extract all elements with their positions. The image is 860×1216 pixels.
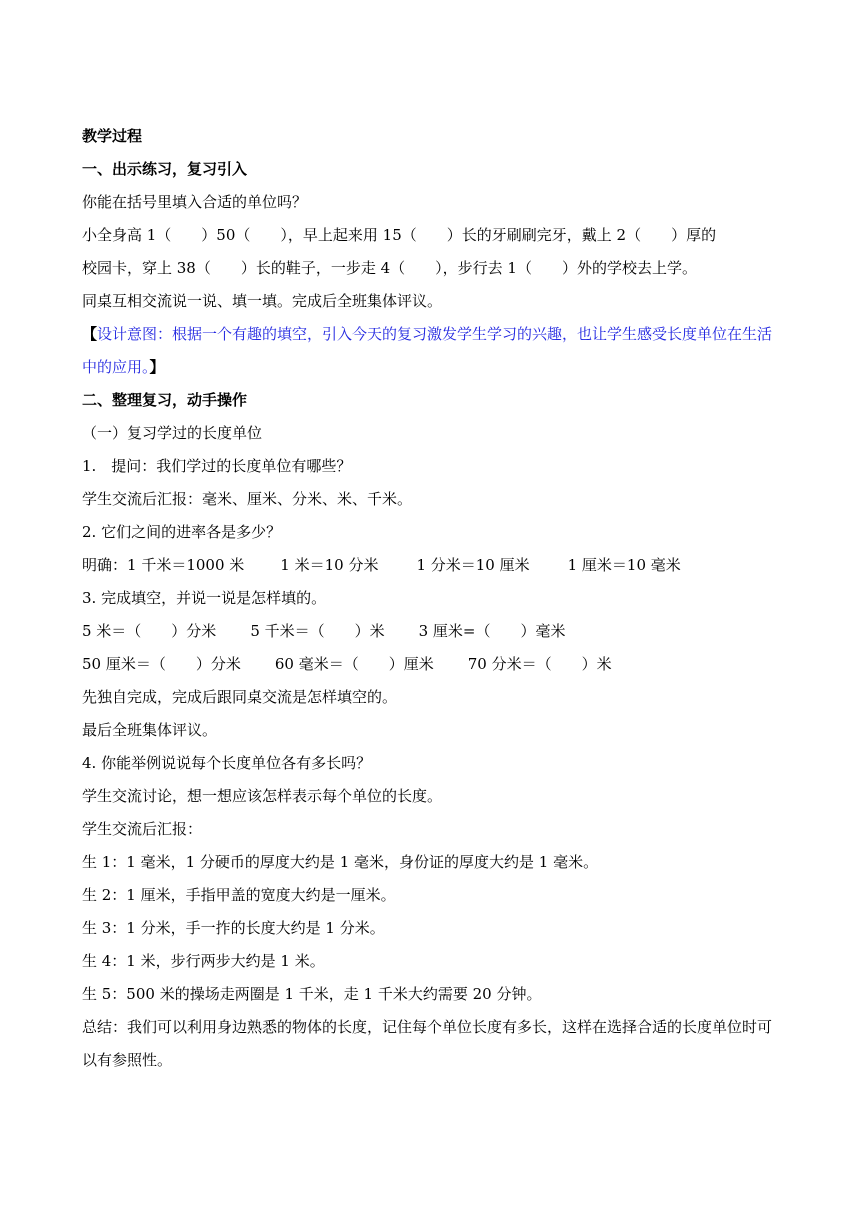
student-answer: 生 2：1 厘米，手指甲盖的宽度大约是一厘米。 [82, 886, 396, 904]
question-1-answer: 学生交流后汇报：毫米、厘米、分米、米、千米。 [82, 490, 413, 508]
design-close-bracket: 】 [149, 358, 165, 376]
student-answer: 生 3：1 分米，手一拃的长度大约是 1 分米。 [82, 919, 385, 937]
design-open-bracket: 【 [82, 325, 98, 343]
answer-prefix: 明确： [82, 556, 128, 574]
conversion-item: 1 分米＝10 厘米 [416, 556, 530, 574]
question-2-answer [82, 549, 782, 582]
summary-text: 总结：我们可以利用身边熟悉的物体的长度，记住每个单位长度有多长，这样在选择合适的长度单位时可以有参照性。 [82, 1018, 773, 1069]
student-answer: 生 1：1 毫米，1 分硬币的厚度大约是 1 毫米，身份证的厚度大约是 1 毫米。 [82, 853, 599, 871]
fill-item: 5 千米＝（ ）米 [250, 622, 385, 640]
question-text: 你能在括号里填入合适的单位吗？ [82, 193, 308, 211]
student-answer: 生 4：1 米，步行两步大约是 1 米。 [82, 952, 325, 970]
exercise-line-1: 小全身高 1（ ）50（ ），早上起来用 15（ ）长的牙刷刷完牙，戴上 2（ ）厚的 [82, 226, 717, 244]
question-3: 3. 完成填空，并说一说是怎样填的。 [82, 589, 327, 607]
question-4: 4. 你能举例说说每个长度单位各有多长吗？ [82, 754, 372, 772]
question-2: 2. 它们之间的进率各是多少？ [82, 523, 282, 541]
question-1: 1. 提问：我们学过的长度单位有哪些？ [82, 457, 352, 475]
design-intent-text: 设计意图：根据一个有趣的填空，引入今天的复习激发学生学习的兴趣，也让学生感受长度单位在生活中的应用。 [82, 325, 773, 376]
conversion-item: 1 千米＝1000 米 [127, 556, 245, 574]
design-intent-note [82, 318, 782, 384]
question-4-report: 学生交流后汇报： [82, 820, 203, 838]
fill-instruction: 先独自完成，完成后跟同桌交流是怎样填空的。 [82, 688, 398, 706]
fill-row-1 [82, 615, 782, 648]
document-body [82, 120, 782, 1077]
student-answer: 生 5：500 米的操场走两圈是 1 千米，走 1 千米大约需要 20 分钟。 [82, 985, 542, 1003]
section-1-title: 一、出示练习，复习引入 [82, 160, 248, 178]
section-2-title: 二、整理复习，动手操作 [82, 391, 248, 409]
conversion-item: 1 米＝10 分米 [280, 556, 379, 574]
fill-item: 60 毫米＝（ ）厘米 [274, 655, 434, 673]
question-4-discuss: 学生交流讨论，想一想应该怎样表示每个单位的长度。 [82, 787, 443, 805]
fill-item: 50 厘米＝（ ）分米 [82, 655, 241, 673]
fill-item: 3 厘米=（ ）毫米 [418, 622, 566, 640]
exercise-line-2: 校园卡，穿上 38（ ）长的鞋子，一步走 4（ ），步行去 1（ ）外的学校去上学。 [82, 259, 697, 277]
fill-item: 70 分米＝（ ）米 [467, 655, 612, 673]
conversion-item: 1 厘米＝10 毫米 [567, 556, 681, 574]
subsection-1-title: （一）复习学过的长度单位 [82, 424, 263, 442]
fill-review: 最后全班集体评议。 [82, 721, 218, 739]
fill-row-2 [82, 648, 782, 681]
doc-heading: 教学过程 [82, 127, 143, 145]
fill-item: 5 米＝（ ）分米 [82, 622, 217, 640]
exercise-instruction: 同桌互相交流说一说、填一填。完成后全班集体评议。 [82, 292, 443, 310]
